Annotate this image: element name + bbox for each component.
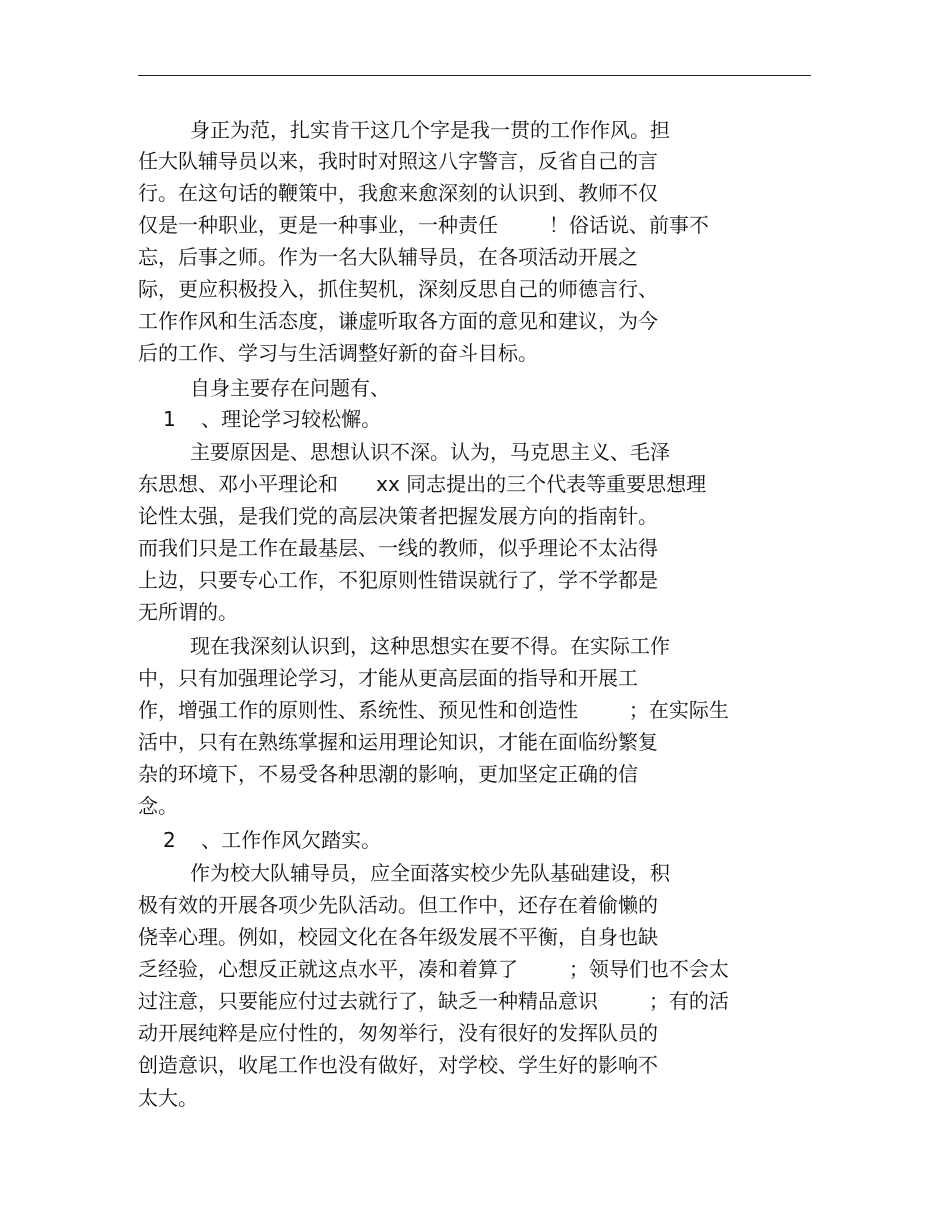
text-line: 东思想、邓小平理论和 xx 同志提出的三个代表等重要思想理 (138, 472, 707, 496)
section-heading: 1 、理论学习较松懈。 (163, 407, 382, 431)
text-line: 活中，只有在熟练掌握和运用理论知识，才能在面临纷繁复 (138, 730, 658, 754)
text-line: 无所谓的。 (138, 600, 238, 624)
text-line: 侥幸心理。例如，校园文化在各年级发展不平衡，自身也缺 (138, 925, 658, 949)
text-line: 际，更应积极投入，抓住契机，深刻反思自己的师德言行、 (138, 277, 658, 301)
text-line: 主要原因是、思想认识不深。认为，马克思主义、毛泽 (190, 440, 670, 464)
text-line: 忘，后事之师。作为一名大队辅导员，在各项活动开展之 (138, 245, 638, 269)
text-line: 杂的环境下，不易受各种思潮的影响，更加坚定正确的信 (138, 762, 638, 786)
text-line: 任大队辅导员以来，我时时对照这八字警言，反省自己的言 (138, 149, 658, 173)
text-line: 乏经验，心想反正就这点水平，凑和着算了 ；领导们也不会太 (138, 957, 729, 981)
section-heading: 2 、工作作风欠踏实。 (163, 828, 382, 852)
text-line: 极有效的开展各项少先队活动。但工作中，还存在着偷懒的 (138, 893, 658, 917)
text-line: 仅是一种职业，更是一种事业，一种责任 ！俗话说、前事不 (138, 213, 709, 237)
text-line: 后的工作、学习与生活调整好新的奋斗目标。 (138, 341, 538, 365)
text-line: 念。 (138, 794, 178, 818)
text-line: 身正为范，扎实肯干这几个字是我一贯的工作作风。担 (190, 118, 670, 142)
text-line: 现在我深刻认识到，这种思想实在要不得。在实际工作 (190, 634, 670, 658)
text-line: 中，只有加强理论学习，才能从更高层面的指导和开展工 (138, 666, 638, 690)
text-line: 工作作风和生活态度，谦虚听取各方面的意见和建议，为今 (138, 309, 658, 333)
text-line: 论性太强，是我们党的高层决策者把握发展方向的指南针。 (138, 504, 658, 528)
text-line: 而我们只是工作在最基层、一线的教师，似乎理论不太沾得 (138, 536, 658, 560)
text-line: 作，增强工作的原则性、系统性、预见性和创造性 ；在实际生 (138, 698, 729, 722)
text-line: 创造意识，收尾工作也没有做好，对学校、学生好的影响不 (138, 1053, 658, 1077)
header-rule (138, 75, 811, 76)
text-line: 太大。 (138, 1086, 198, 1110)
text-line: 行。在这句话的鞭策中，我愈来愈深刻的认识到、教师不仅 (138, 181, 658, 205)
text-line: 自身主要存在问题有、 (190, 376, 390, 400)
text-line: 过注意，只要能应付过去就行了，缺乏一种精品意识 ；有的活 (138, 989, 729, 1013)
text-line: 上边，只要专心工作，不犯原则性错误就行了，学不学都是 (138, 568, 658, 592)
text-line: 动开展纯粹是应付性的，匆匆举行，没有很好的发挥队员的 (138, 1021, 658, 1045)
text-line: 作为校大队辅导员，应全面落实校少先队基础建设，积 (190, 861, 670, 885)
